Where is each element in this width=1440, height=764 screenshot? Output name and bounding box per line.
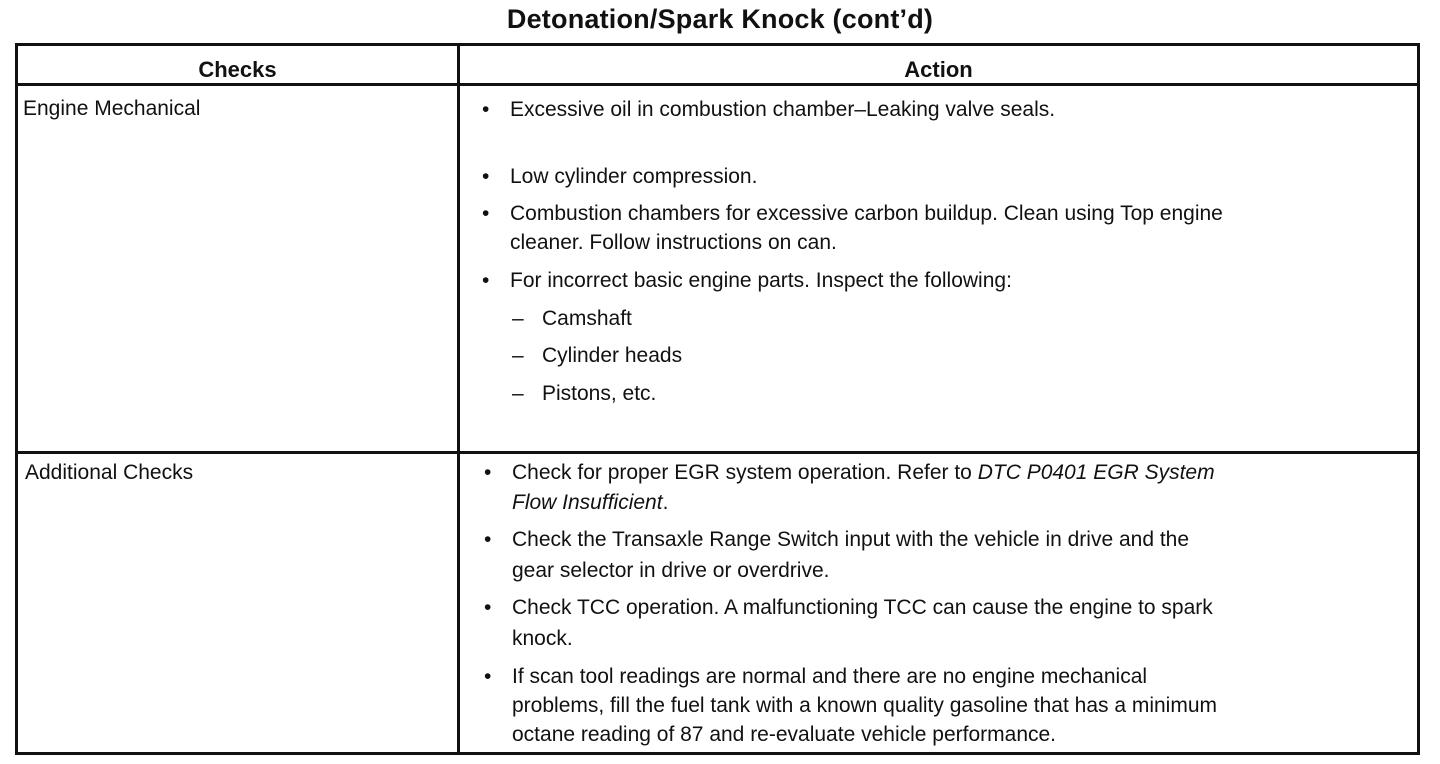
header-row-divider <box>18 83 1417 86</box>
dash-icon: – <box>512 382 524 405</box>
sub-list-item: – Cylinder heads <box>512 341 682 371</box>
sub-list-item: – Pistons, etc. <box>512 379 656 409</box>
bullet-icon: • <box>484 528 492 551</box>
dtc-reference-link-continued[interactable]: Flow Insufficient <box>512 491 663 514</box>
bullet-icon: • <box>484 665 492 688</box>
check-label-additional-checks: Additional Checks <box>25 461 194 484</box>
column-header-checks: Checks <box>198 57 277 82</box>
row-divider <box>18 451 1417 454</box>
dash-icon: – <box>512 307 524 330</box>
bullet-icon: • <box>484 596 492 619</box>
bullet-icon: • <box>482 202 490 225</box>
dash-icon: – <box>512 344 524 367</box>
check-label-engine-mechanical: Engine Mechanical <box>23 97 201 120</box>
page-title: Detonation/Spark Knock (cont’d) <box>506 4 934 34</box>
column-divider <box>457 46 460 752</box>
bullet-icon: • <box>482 269 490 292</box>
bullet-icon: • <box>482 98 490 121</box>
column-header-action: Action <box>904 57 973 82</box>
bullet-icon: • <box>482 165 490 188</box>
bullet-icon: • <box>484 461 492 484</box>
dtc-reference-link[interactable]: DTC P0401 EGR System <box>977 461 1215 484</box>
sub-list-item: – Camshaft <box>512 304 632 334</box>
